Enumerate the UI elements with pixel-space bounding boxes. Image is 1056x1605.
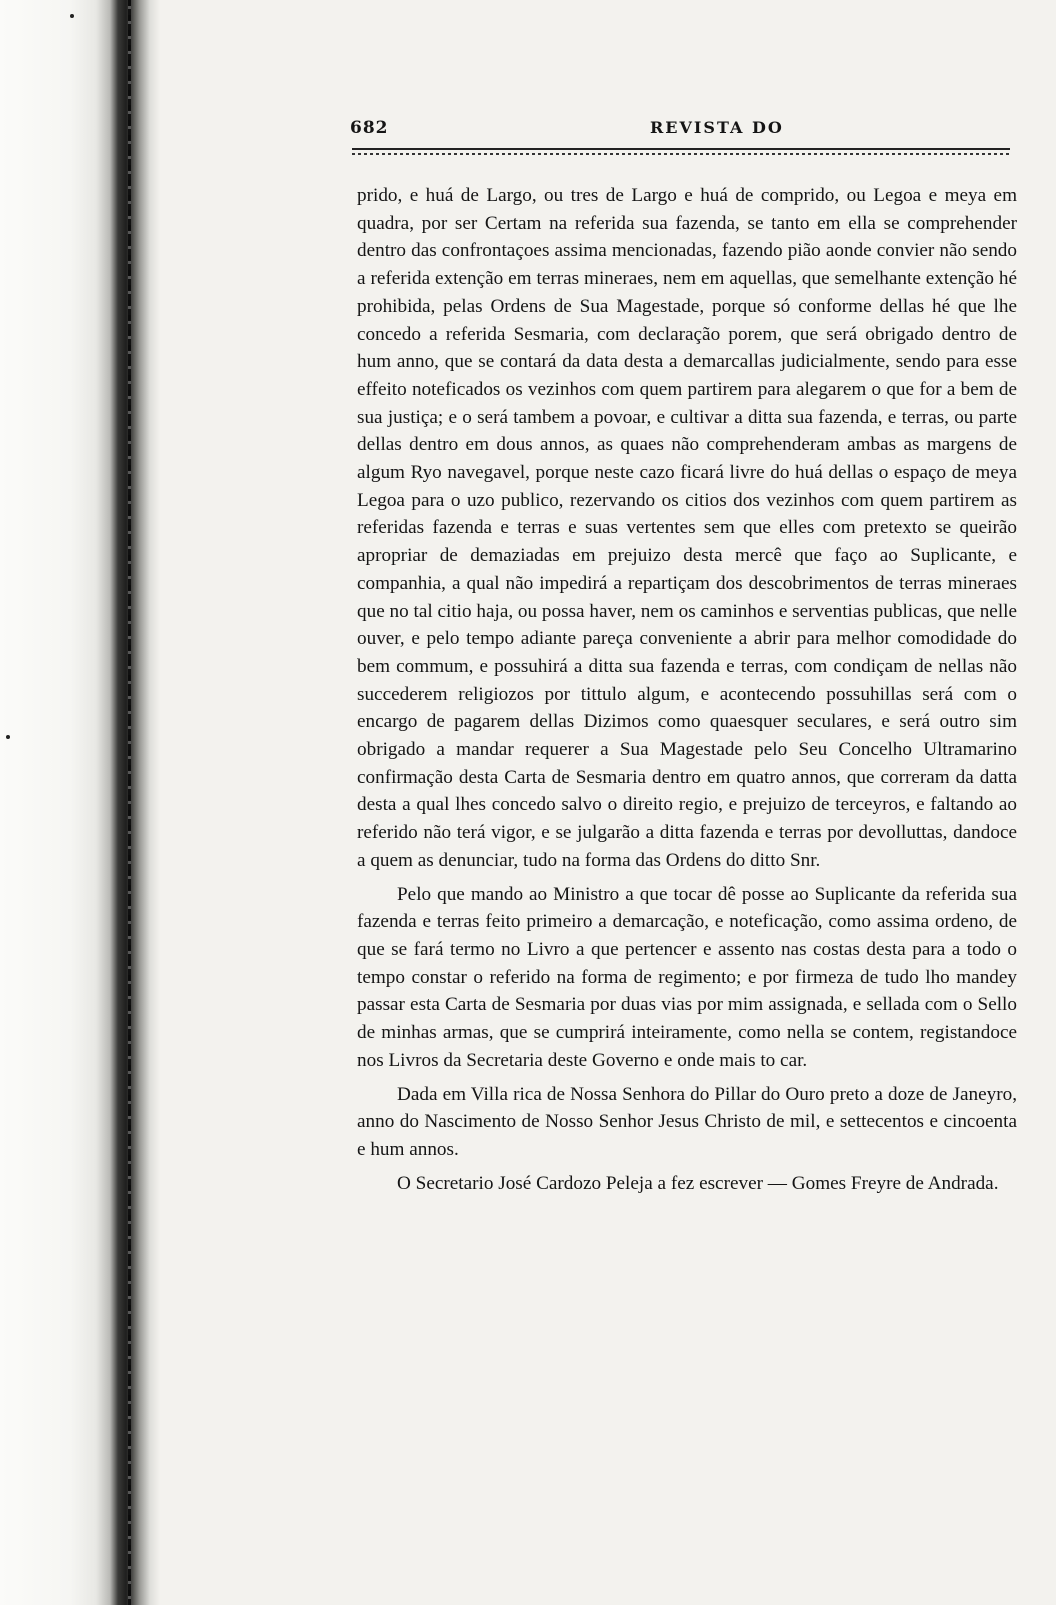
paragraph-order: Pelo que mando ao Ministro a que tocar dê posse ao Suplicante da referida sua fazenda e terras feito primeiro a demarcação, e noteficação, como assima ordeno, de que se fará termo no Livro a que pertencer e assento nas costas desta para a todo o tempo constar o referido na forma de regimento; e por firmeza de tudo lho mandey passar esta Carta de Sesmaria por duas vias por mim assignada, e sellada com o Sello de minhas armas, que se cumprirá inteiramente, como nella se contem, registandoce nos Livros da Secretaria deste Governo e onde mais to car.: [357, 883, 1017, 1071]
page-number: 682: [350, 118, 389, 138]
binding-edge: [128, 0, 131, 1605]
scan-speck: [70, 14, 74, 18]
paragraph-dating: Dada em Villa rica de Nossa Senhora do Pillar do Ouro preto a doze de Janeyro, anno do Nascimento de Nosso Senhor Jesus Christo de mil, e settecentos e cincoenta e hum annos.: [357, 1083, 1017, 1160]
paragraph-continuation: prido, e huá de Largo, ou tres de Largo e huá de comprido, ou Legoa e meya em quadra, por ser Certam na referida sua fazenda, se tanto em ella se comprehender dentro das confrontaçoes assima mencionadas, fazendo pião aonde convier não sendo a referida extenção em terras mineraes, nem em aquellas, que semelhante extenção hé prohibida, pelas Ordens de Sua Magestade, porque só conforme dellas hé que lhe concedo a referida Sesmaria, com declaração porem, que será obrigado dentro de hum anno, que se contará da data desta a demarcallas judicialmente, sendo para esse effeito noteficados os vezinhos com quem partirem para alegarem o que for a bem de sua justiça; e o será tambem a povoar, e cultivar a ditta sua fazenda, e terras, ou parte dellas dentro em dous annos, as quaes não comprehenderam ambas as margens de algum Ryo navegavel, porque neste cazo ficará livre do huá dellas o espaço de meya Legoa para o uzo publico, rezervando os citios dos vezinhos com quem partirem as referidas fazenda e terras e suas vertentes sem que elles com pretexto se queirão apropriar de demaziadas em prejuizo desta mercê que faço ao Suplicante, e companhia, a qual não impedirá a repartiçam dos descobrimentos de terras mineraes que no tal citio haja, ou possa haver, nem os caminhos e serventias publicas, que nelle ouver, e pelo tempo adiante pareça conveniente a abrir para melhor comodidade do bem commum, e possuhirá a ditta sua fazenda e terras, com condiçam de nellas não succederem religiozos por tittulo algum, e acontecendo possuhillas será com o encargo de pagarem dellas Dizimos como quaesquer seculares, e será outro sim obrigado a mandar requerer a Sua Magestade pelo Seu Concelho Ultramarino confirmação desta Carta de Sesmaria dentro em quatro annos, que correram da datta desta a qual lhes concedo salvo o direito regio, e prejuizo de terceyros, e faltando ao referido não terá vigor, e se julgarão a ditta fazenda e terras por devolluttas, dandoce a quem as denunciar, tudo na forma das Ordens do ditto Snr.: [357, 185, 1017, 871]
document-body: [357, 182, 1017, 1197]
scan-speck: [6, 735, 10, 739]
running-title: REVISTA DO: [650, 118, 784, 137]
paragraph-signature: O Secretario José Cardozo Peleja a fez escrever — Gomes Freyre de Andrada.: [397, 1172, 999, 1194]
page-header: [350, 118, 1010, 142]
book-gutter-shadow: [0, 0, 160, 1605]
header-rule: [352, 148, 1010, 156]
